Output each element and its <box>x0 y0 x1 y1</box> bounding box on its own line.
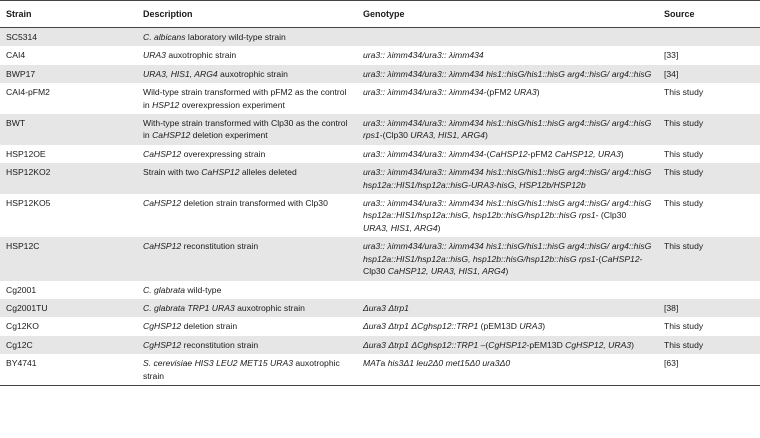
table-row <box>0 299 760 317</box>
cell-description: Strain with two CaHSP12 alleles deleted <box>137 163 357 194</box>
cell-genotype <box>357 281 658 299</box>
cell-strain: CAI4 <box>6 50 26 61</box>
table-row <box>0 46 760 64</box>
table-row <box>0 83 760 114</box>
table-header <box>0 1 760 28</box>
header-genotype: Genotype <box>357 1 658 28</box>
cell-description: CgHSP12 deletion strain <box>143 321 238 332</box>
cell-description: CaHSP12 reconstitution strain <box>137 237 357 280</box>
cell-genotype: Δura3 Δtrp1 ΔCghsp12::TRP1 –(CgHSP12-pEM13D CgHSP12, URA3) <box>357 336 658 354</box>
cell-description: URA3, HIS1, ARG4 auxotrophic strain <box>137 65 357 83</box>
cell-genotype: MATa his3Δ1 leu2Δ0 met15Δ0 ura3Δ0 <box>357 354 658 385</box>
table-body <box>0 28 760 386</box>
table-row <box>0 114 760 145</box>
cell-genotype: Δura3 Δtrp1 <box>357 299 658 317</box>
cell-source <box>658 28 760 47</box>
cell-source: This study <box>664 321 704 332</box>
cell-description: Wild-type strain transformed with pFM2 as the control in HSP12 overexpression experiment <box>143 87 347 110</box>
cell-strain: HSP12KO2 <box>0 163 137 194</box>
cell-strain: Cg12KO <box>6 321 39 332</box>
cell-strain: HSP12KO5 <box>6 198 51 209</box>
cell-description: C. glabrata wild-type <box>143 284 222 295</box>
cell-genotype: ura3:: λimm434/ura3:: λimm434 his1::hisG/his1::hisG arg4::hisG/ arg4::hisG hsp12a::HIS1/hsp12a::hisG-URA3-hisG, HSP12b/HSP12b <box>357 163 658 194</box>
cell-source: [34] <box>658 65 760 83</box>
cell-source: [38] <box>658 299 760 317</box>
header-strain: Strain <box>0 1 137 28</box>
cell-strain: Cg2001TU <box>0 299 137 317</box>
cell-strain: HSP12OE <box>6 148 46 159</box>
cell-description: S. cerevisiae HIS3 LEU2 MET15 URA3 auxotrophic strain <box>137 354 357 385</box>
cell-source <box>658 281 760 299</box>
table-row <box>0 281 760 299</box>
cell-source: [33] <box>664 50 679 61</box>
header-row <box>0 1 760 28</box>
cell-strain: SC5314 <box>0 28 137 47</box>
cell-strain: CAI4-pFM2 <box>6 87 50 98</box>
cell-strain: HSP12C <box>0 237 137 280</box>
cell-description: CaHSP12 overexpressing strain <box>143 148 266 159</box>
cell-genotype: ura3:: λimm434/ura3:: λimm434 his1::hisG/his1::hisG arg4::hisG/ arg4::hisG hsp12a::HIS1/hsp12a::hisG, hsp12b::hisG/hsp12b::hisG rps1-(CaHSP12-Clp30 CaHSP12, URA3, HIS1, ARG4) <box>357 237 658 280</box>
cell-source: This study <box>664 148 704 159</box>
table-row <box>0 163 760 194</box>
header-source: Source <box>658 1 760 28</box>
cell-genotype: ura3:: λimm434/ura3:: λimm434-(CaHSP12-pFM2 CaHSP12, URA3) <box>363 148 624 159</box>
cell-genotype: ura3:: λimm434/ura3:: λimm434 his1::hisG/his1::hisG arg4::hisG/ arg4::hisG <box>357 65 658 83</box>
table-row <box>0 237 760 280</box>
table-row <box>0 28 760 47</box>
cell-source: This study <box>664 198 704 209</box>
table-row <box>0 65 760 83</box>
cell-description: With-type strain transformed with Clp30 as the control in CaHSP12 deletion experiment <box>137 114 357 145</box>
table-row <box>0 145 760 163</box>
table-row <box>0 336 760 354</box>
cell-description: CaHSP12 deletion strain transformed with Clp30 <box>143 198 328 209</box>
table-row <box>0 354 760 385</box>
cell-genotype: ura3:: λimm434/ura3:: λimm434-(pFM2 URA3) <box>363 87 540 98</box>
cell-strain: Cg12C <box>0 336 137 354</box>
cell-source: This study <box>658 336 760 354</box>
cell-strain: Cg2001 <box>6 284 37 295</box>
cell-description: CgHSP12 reconstitution strain <box>137 336 357 354</box>
cell-source: This study <box>658 114 760 145</box>
table-row <box>0 317 760 335</box>
cell-genotype <box>357 28 658 47</box>
cell-genotype: Δura3 Δtrp1 ΔCghsp12::TRP1 (pEM13D URA3) <box>363 321 546 332</box>
header-description: Description <box>137 1 357 28</box>
cell-description: C. glabrata TRP1 URA3 auxotrophic strain <box>137 299 357 317</box>
cell-source: This study <box>658 163 760 194</box>
cell-strain: BWT <box>0 114 137 145</box>
cell-description: URA3 auxotrophic strain <box>143 50 237 61</box>
cell-source: This study <box>658 237 760 280</box>
cell-description: C. albicans laboratory wild-type strain <box>137 28 357 47</box>
cell-strain: BY4741 <box>0 354 137 385</box>
table-row <box>0 194 760 237</box>
cell-strain: BWP17 <box>0 65 137 83</box>
cell-source: This study <box>664 87 704 98</box>
cell-genotype: ura3:: λimm434/ura3:: λimm434 his1::hisG/his1::hisG arg4::hisG/ arg4::hisG rps1-(Clp30 URA3, HIS1, ARG4) <box>357 114 658 145</box>
cell-genotype: ura3:: λimm434/ura3:: λimm434 <box>363 50 484 61</box>
cell-source: [63] <box>658 354 760 385</box>
cell-genotype: ura3:: λimm434/ura3:: λimm434 his1::hisG/his1::hisG arg4::hisG/ arg4::hisG hsp12a::HIS1/hsp12a::hisG, hsp12b::hisG/hsp12b::hisG rps1- (Clp30 URA3, HIS1, ARG4) <box>363 198 652 233</box>
